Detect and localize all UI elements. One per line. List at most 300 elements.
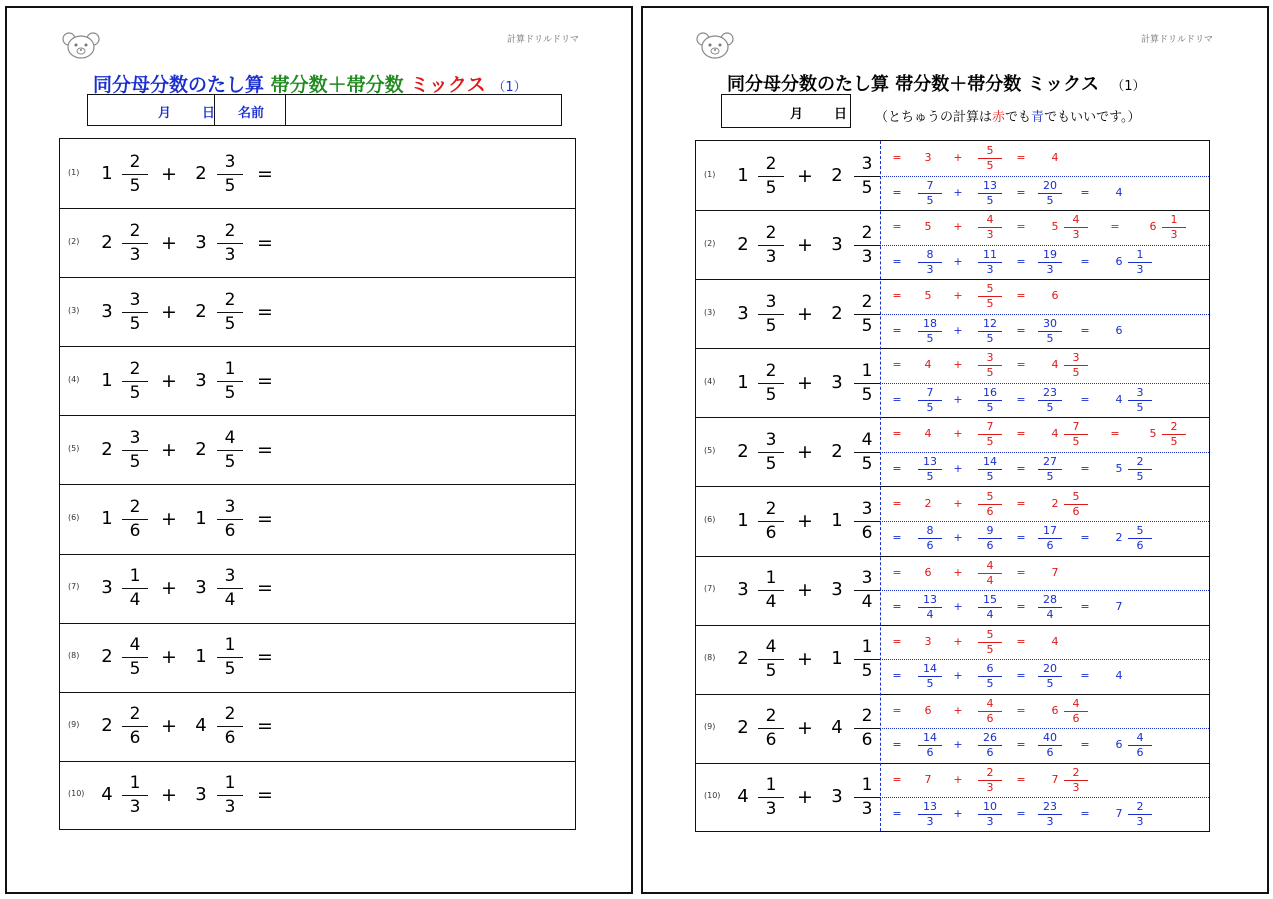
question-number: (9) bbox=[704, 722, 716, 732]
plus-sign: + bbox=[953, 461, 963, 475]
fraction-bar bbox=[854, 245, 880, 246]
numerator: 1 bbox=[861, 637, 873, 658]
whole-a: 2 bbox=[101, 231, 113, 253]
numerator: 2 bbox=[224, 289, 236, 310]
denominator: 4 bbox=[129, 590, 141, 611]
blue-fraction-a bbox=[918, 594, 942, 621]
denominator: 5 bbox=[986, 366, 994, 380]
denominator: 5 bbox=[861, 384, 873, 405]
question-number: (6) bbox=[68, 513, 80, 523]
numerator: 1 bbox=[224, 635, 236, 656]
question-number: (4) bbox=[68, 374, 80, 384]
numerator: 1 bbox=[861, 360, 873, 381]
fraction-bar bbox=[122, 588, 148, 589]
numerator: 2 bbox=[224, 220, 236, 241]
equals-sign: = bbox=[1016, 151, 1026, 164]
fraction-b bbox=[854, 776, 880, 819]
equals-sign: = bbox=[1016, 323, 1026, 337]
result-fraction bbox=[1128, 249, 1152, 276]
whole-a: 1 bbox=[737, 371, 749, 393]
numerator: 3 bbox=[861, 499, 873, 520]
numerator: 23 bbox=[1043, 800, 1057, 814]
numerator: 5 bbox=[986, 144, 994, 157]
result-fraction bbox=[1128, 456, 1152, 483]
fraction-bar bbox=[854, 797, 880, 798]
numerator: 7 bbox=[926, 178, 934, 192]
denominator: 5 bbox=[926, 469, 934, 483]
numerator: 7 bbox=[1072, 420, 1080, 434]
equals-sign: = bbox=[892, 600, 902, 614]
whole-a: 2 bbox=[737, 648, 749, 670]
numerator: 5 bbox=[1136, 524, 1144, 538]
whole-a: 3 bbox=[737, 579, 749, 601]
numerator: 2 bbox=[1136, 454, 1144, 468]
fraction-a bbox=[122, 360, 148, 403]
blue-fraction-a bbox=[918, 801, 942, 828]
plus-sign: + bbox=[953, 807, 963, 821]
equals-sign: = bbox=[257, 231, 273, 254]
equals-sign: = bbox=[1016, 807, 1026, 821]
row-midline bbox=[880, 452, 1209, 453]
numerator: 14 bbox=[923, 662, 937, 676]
numerator: 1 bbox=[765, 775, 777, 796]
answer-row bbox=[696, 279, 1209, 349]
question-number: (5) bbox=[704, 445, 716, 455]
denominator: 3 bbox=[986, 228, 994, 242]
numerator: 2 bbox=[765, 499, 777, 520]
red-whole-sum: 4 bbox=[924, 358, 932, 372]
result-fraction bbox=[1162, 421, 1186, 448]
plus-sign: + bbox=[953, 772, 963, 786]
answer-row bbox=[696, 556, 1209, 626]
blue-fraction-b bbox=[978, 249, 1002, 276]
denominator: 6 bbox=[986, 746, 994, 760]
fraction-bar bbox=[122, 450, 148, 451]
answer-row bbox=[696, 487, 1209, 557]
blue-fraction-sum bbox=[1038, 249, 1062, 276]
denominator: 5 bbox=[1072, 435, 1080, 449]
numerator: 3 bbox=[224, 566, 236, 587]
numerator: 2 bbox=[986, 765, 994, 779]
plus-sign: + bbox=[161, 646, 177, 669]
whole-a: 2 bbox=[101, 646, 113, 668]
whole-a: 4 bbox=[737, 786, 749, 808]
denominator: 3 bbox=[986, 780, 994, 794]
denominator: 4 bbox=[986, 608, 994, 622]
red-whole-sum: 6 bbox=[924, 565, 932, 579]
result-whole: 7 bbox=[1051, 772, 1059, 786]
numerator: 2 bbox=[861, 291, 873, 312]
numerator: 3 bbox=[1136, 385, 1144, 399]
fraction-bar bbox=[122, 726, 148, 727]
denominator: 5 bbox=[1046, 193, 1054, 207]
red-fraction-sum bbox=[978, 352, 1002, 379]
equals-sign: = bbox=[1016, 289, 1026, 303]
fraction-bar bbox=[122, 381, 148, 382]
fraction-b bbox=[854, 500, 880, 543]
question-row bbox=[60, 554, 575, 624]
denominator: 3 bbox=[1046, 815, 1054, 829]
numerator: 2 bbox=[1136, 800, 1144, 814]
whole-b: 1 bbox=[831, 510, 843, 532]
numerator: 13 bbox=[923, 593, 937, 607]
equals-sign: = bbox=[892, 185, 902, 199]
fraction-a bbox=[758, 224, 784, 267]
fraction-a bbox=[122, 636, 148, 679]
numerator: 2 bbox=[129, 151, 141, 172]
question-number: (1) bbox=[704, 169, 716, 179]
numerator: 3 bbox=[1072, 351, 1080, 365]
blue-fraction-a bbox=[918, 663, 942, 690]
numerator: 17 bbox=[1043, 524, 1057, 538]
denominator: 3 bbox=[224, 244, 236, 265]
whole-b: 2 bbox=[831, 440, 843, 462]
result-whole: 2 bbox=[1051, 496, 1059, 510]
plus-sign: + bbox=[797, 233, 813, 256]
result-whole: 4 bbox=[1051, 358, 1059, 372]
denominator: 6 bbox=[129, 728, 141, 749]
denominator: 5 bbox=[765, 177, 777, 198]
result-whole: 6 bbox=[1051, 703, 1059, 717]
numerator: 10 bbox=[983, 800, 997, 814]
denominator: 5 bbox=[986, 642, 994, 656]
numerator: 1 bbox=[861, 775, 873, 796]
answer-divider bbox=[880, 141, 881, 831]
numerator: 3 bbox=[129, 427, 141, 448]
numerator: 1 bbox=[765, 568, 777, 589]
fraction-bar bbox=[758, 452, 784, 453]
fraction-a bbox=[758, 569, 784, 612]
denominator: 5 bbox=[861, 177, 873, 198]
plus-sign: + bbox=[797, 648, 813, 671]
fraction-bar bbox=[217, 795, 243, 796]
red-fraction-sum bbox=[978, 560, 1002, 587]
denominator: 4 bbox=[1046, 608, 1054, 622]
question-number: (3) bbox=[704, 307, 716, 317]
denominator: 3 bbox=[926, 262, 934, 276]
result-fraction bbox=[1162, 214, 1186, 241]
denominator: 5 bbox=[986, 193, 994, 207]
numerator: 2 bbox=[224, 704, 236, 725]
denominator: 3 bbox=[986, 262, 994, 276]
fraction-a bbox=[122, 222, 148, 265]
equals-sign: = bbox=[892, 703, 902, 717]
equals-sign: = bbox=[1016, 772, 1026, 786]
result-whole: 6 bbox=[1149, 220, 1157, 234]
plus-sign: + bbox=[953, 392, 963, 406]
fraction-bar bbox=[217, 381, 243, 382]
brand-label: 計算ドリルドリマ bbox=[1141, 35, 1213, 45]
result-whole: 2 bbox=[1115, 531, 1123, 545]
bear-logo-icon bbox=[61, 30, 101, 60]
denominator: 3 bbox=[765, 246, 777, 267]
blue-fraction-sum bbox=[1038, 318, 1062, 345]
question-row bbox=[60, 139, 575, 209]
blue-fraction-a bbox=[918, 456, 942, 483]
plus-sign: + bbox=[953, 634, 963, 648]
equals-sign: = bbox=[892, 289, 902, 303]
denominator: 5 bbox=[986, 331, 994, 345]
equals-sign: = bbox=[1016, 669, 1026, 683]
row-midline bbox=[880, 659, 1209, 660]
fraction-bar bbox=[854, 590, 880, 591]
red-whole-sum: 3 bbox=[924, 634, 932, 648]
result-fraction bbox=[1064, 767, 1088, 794]
fraction-bar bbox=[854, 728, 880, 729]
blue-fraction-a bbox=[918, 387, 942, 414]
fraction-b bbox=[217, 360, 243, 403]
red-fraction-sum bbox=[978, 491, 1002, 518]
denominator: 6 bbox=[1046, 539, 1054, 553]
equals-sign: = bbox=[1080, 392, 1090, 406]
result-whole: 7 bbox=[1115, 807, 1123, 821]
fraction-bar bbox=[758, 314, 784, 315]
equals-sign: = bbox=[1016, 461, 1026, 475]
fraction-bar bbox=[854, 383, 880, 384]
denominator: 3 bbox=[861, 799, 873, 820]
plus-sign: + bbox=[797, 717, 813, 740]
blue-fraction-b bbox=[978, 318, 1002, 345]
whole-b: 3 bbox=[831, 371, 843, 393]
plus-sign: + bbox=[953, 531, 963, 545]
plus-sign: + bbox=[953, 496, 963, 510]
numerator: 1 bbox=[1170, 213, 1178, 227]
question-number: (3) bbox=[68, 305, 80, 315]
fraction-a bbox=[758, 707, 784, 750]
blue-fraction-b bbox=[978, 456, 1002, 483]
fraction-bar bbox=[217, 450, 243, 451]
question-number: (2) bbox=[704, 238, 716, 248]
result-whole: 5 bbox=[1149, 427, 1157, 441]
plus-sign: + bbox=[953, 600, 963, 614]
equals-sign: = bbox=[892, 738, 902, 752]
fraction-b bbox=[854, 155, 880, 198]
question-row bbox=[60, 346, 575, 416]
plus-sign: + bbox=[953, 703, 963, 717]
equals-sign: = bbox=[892, 151, 902, 164]
equals-sign: = bbox=[1110, 220, 1120, 234]
answer-row bbox=[696, 763, 1209, 832]
day-label: 日 bbox=[834, 107, 848, 122]
numerator: 4 bbox=[1072, 696, 1080, 710]
numerator: 19 bbox=[1043, 247, 1057, 261]
question-number: (9) bbox=[68, 720, 80, 730]
fraction-a bbox=[122, 291, 148, 334]
numerator: 15 bbox=[983, 593, 997, 607]
fraction-bar bbox=[122, 174, 148, 175]
denominator: 5 bbox=[129, 659, 141, 680]
question-number: (7) bbox=[704, 584, 716, 594]
whole-a: 2 bbox=[737, 233, 749, 255]
equals-sign: = bbox=[257, 438, 273, 461]
fraction-b bbox=[217, 429, 243, 472]
fraction-b bbox=[217, 705, 243, 748]
red-whole-sum: 2 bbox=[924, 496, 932, 510]
plus-sign: + bbox=[953, 151, 963, 164]
denominator: 6 bbox=[986, 711, 994, 725]
numerator: 1 bbox=[129, 566, 141, 587]
whole-b: 2 bbox=[195, 300, 207, 322]
blue-fraction-b bbox=[978, 732, 1002, 759]
row-midline bbox=[880, 176, 1209, 177]
equals-sign: = bbox=[1080, 185, 1090, 199]
denominator: 5 bbox=[861, 661, 873, 682]
answer-row bbox=[696, 625, 1209, 695]
plus-sign: + bbox=[797, 302, 813, 325]
blue-fraction-a bbox=[918, 732, 942, 759]
result-whole: 4 bbox=[1115, 185, 1123, 199]
result-fraction bbox=[1128, 801, 1152, 828]
numerator: 2 bbox=[861, 706, 873, 727]
numerator: 3 bbox=[861, 568, 873, 589]
denominator: 3 bbox=[1046, 262, 1054, 276]
numerator: 13 bbox=[923, 800, 937, 814]
fraction-bar bbox=[758, 590, 784, 591]
numerator: 4 bbox=[765, 637, 777, 658]
whole-b: 3 bbox=[831, 786, 843, 808]
question-number: (2) bbox=[68, 236, 80, 246]
fraction-bar bbox=[217, 519, 243, 520]
denominator: 5 bbox=[129, 313, 141, 334]
numerator: 28 bbox=[1043, 593, 1057, 607]
equals-sign: = bbox=[892, 669, 902, 683]
numerator: 3 bbox=[765, 291, 777, 312]
question-row bbox=[60, 485, 575, 555]
whole-a: 3 bbox=[101, 300, 113, 322]
fraction-a bbox=[122, 705, 148, 748]
fraction-a bbox=[122, 774, 148, 817]
plus-sign: + bbox=[161, 508, 177, 531]
red-fraction-sum bbox=[978, 629, 1002, 656]
whole-b: 3 bbox=[195, 784, 207, 806]
equals-sign: = bbox=[257, 162, 273, 185]
numerator: 12 bbox=[983, 316, 997, 330]
numerator: 5 bbox=[1072, 489, 1080, 503]
equals-sign: = bbox=[1080, 807, 1090, 821]
answer-row bbox=[696, 694, 1209, 764]
red-whole-sum: 3 bbox=[924, 151, 932, 164]
numerator: 1 bbox=[224, 358, 236, 379]
question-row bbox=[60, 761, 575, 830]
fraction-bar bbox=[122, 795, 148, 796]
result-whole: 6 bbox=[1051, 289, 1059, 303]
denominator: 3 bbox=[861, 246, 873, 267]
bear-logo-icon bbox=[695, 30, 735, 60]
denominator: 4 bbox=[224, 590, 236, 611]
whole-b: 2 bbox=[831, 302, 843, 324]
fraction-bar bbox=[854, 659, 880, 660]
instruction-note bbox=[875, 106, 1141, 125]
denominator: 4 bbox=[765, 592, 777, 613]
denominator: 6 bbox=[926, 746, 934, 760]
equals-sign: = bbox=[892, 634, 902, 648]
red-fraction-sum bbox=[978, 145, 1002, 172]
whole-a: 1 bbox=[737, 510, 749, 532]
fraction-bar bbox=[217, 726, 243, 727]
equals-sign: = bbox=[257, 715, 273, 738]
name-field[interactable] bbox=[288, 97, 556, 123]
denominator: 6 bbox=[129, 521, 141, 542]
result-whole: 6 bbox=[1115, 323, 1123, 337]
whole-b: 3 bbox=[831, 579, 843, 601]
numerator: 2 bbox=[1170, 420, 1178, 434]
equals-sign: = bbox=[1080, 323, 1090, 337]
equals-sign: = bbox=[257, 300, 273, 323]
whole-a: 2 bbox=[737, 440, 749, 462]
numerator: 2 bbox=[129, 497, 141, 518]
numerator: 13 bbox=[923, 454, 937, 468]
whole-b: 4 bbox=[195, 715, 207, 737]
equals-sign: = bbox=[257, 577, 273, 600]
whole-b: 3 bbox=[195, 577, 207, 599]
denominator: 6 bbox=[1072, 504, 1080, 518]
equals-sign: = bbox=[892, 392, 902, 406]
red-fraction-sum bbox=[978, 283, 1002, 310]
denominator: 3 bbox=[129, 797, 141, 818]
question-number: (4) bbox=[704, 376, 716, 386]
question-number: (5) bbox=[68, 443, 80, 453]
whole-a: 3 bbox=[101, 577, 113, 599]
result-fraction bbox=[1064, 352, 1088, 379]
result-fraction bbox=[1064, 421, 1088, 448]
numerator: 26 bbox=[983, 731, 997, 745]
fraction-a bbox=[758, 155, 784, 198]
plus-sign: + bbox=[797, 579, 813, 602]
numerator: 2 bbox=[765, 706, 777, 727]
question-row bbox=[60, 277, 575, 347]
whole-b: 2 bbox=[195, 438, 207, 460]
denominator: 5 bbox=[926, 193, 934, 207]
result-whole: 7 bbox=[1115, 600, 1123, 614]
denominator: 4 bbox=[861, 592, 873, 613]
denominator: 3 bbox=[1072, 780, 1080, 794]
note-part-blue: 青 bbox=[1031, 110, 1045, 125]
result-fraction bbox=[1064, 491, 1088, 518]
result-whole: 7 bbox=[1051, 565, 1059, 579]
numerator: 14 bbox=[983, 454, 997, 468]
denominator: 5 bbox=[986, 677, 994, 691]
question-number: (7) bbox=[68, 582, 80, 592]
question-row bbox=[60, 415, 575, 485]
denominator: 6 bbox=[224, 521, 236, 542]
equals-sign: = bbox=[1016, 634, 1026, 648]
red-whole-sum: 5 bbox=[924, 220, 932, 234]
fraction-a bbox=[122, 567, 148, 610]
denominator: 6 bbox=[861, 730, 873, 751]
denominator: 5 bbox=[986, 400, 994, 414]
denominator: 6 bbox=[765, 523, 777, 544]
denominator: 3 bbox=[1170, 228, 1178, 242]
numerator: 3 bbox=[861, 153, 873, 174]
whole-a: 1 bbox=[101, 508, 113, 530]
equals-sign: = bbox=[1016, 254, 1026, 268]
answer-row bbox=[696, 210, 1209, 280]
red-whole-sum: 6 bbox=[924, 703, 932, 717]
denominator: 6 bbox=[986, 504, 994, 518]
equals-sign: = bbox=[1080, 461, 1090, 475]
blue-fraction-sum bbox=[1038, 525, 1062, 552]
denominator: 3 bbox=[129, 244, 141, 265]
blue-fraction-a bbox=[918, 318, 942, 345]
date-name-box bbox=[87, 94, 562, 126]
blue-fraction-b bbox=[978, 180, 1002, 207]
denominator: 3 bbox=[986, 815, 994, 829]
denominator: 5 bbox=[861, 315, 873, 336]
fraction-b bbox=[854, 362, 880, 405]
numerator: 4 bbox=[1136, 731, 1144, 745]
denominator: 3 bbox=[1072, 228, 1080, 242]
denominator: 5 bbox=[1136, 400, 1144, 414]
